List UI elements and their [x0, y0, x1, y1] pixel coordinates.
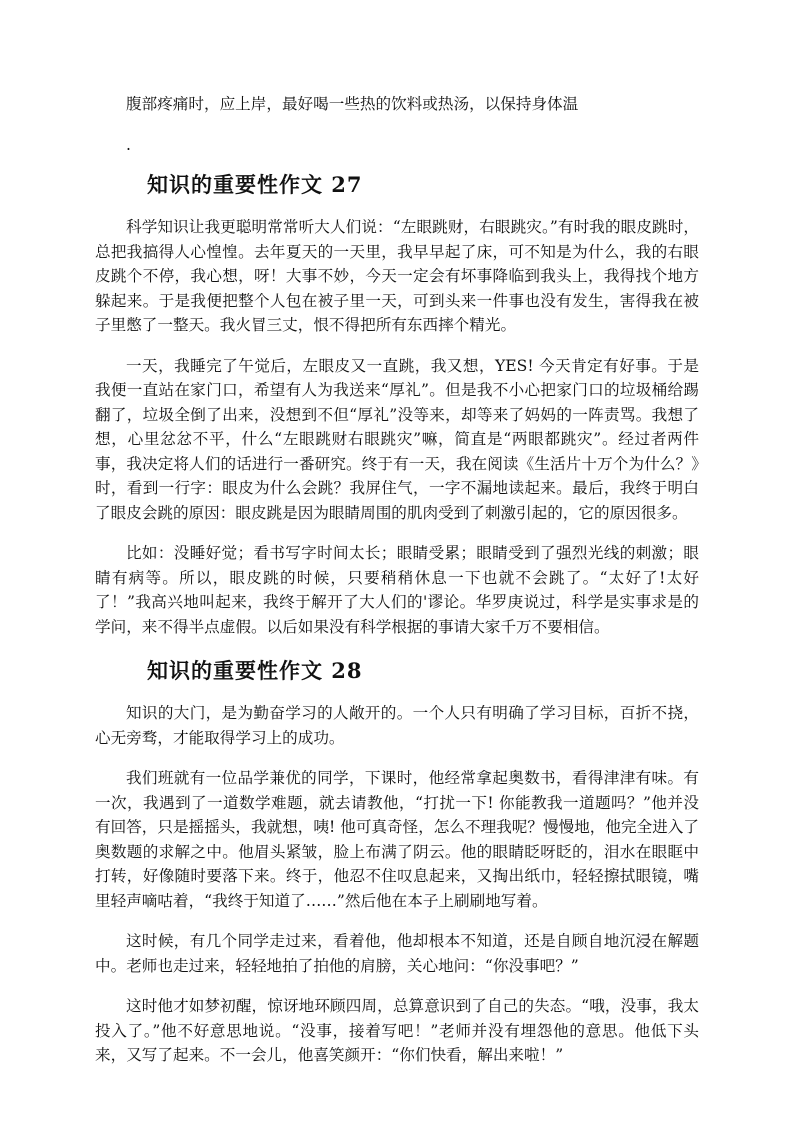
intro-paragraph: 腹部疼痛时，应上岸，最好喝一些热的饮料或热汤，以保持身体温	[126, 95, 579, 113]
paragraph: 这时他才如梦初醒，惊讶地环顾四周，总算意识到了自己的失态。“哦，没事，我太投入了。”他不好意思地说。“没事，接着写吧！”老师并没有埋怨他的意思。他低下头来，又写了起来。不一会儿，他喜笑颜开：“你们快看，解出来啦！”	[95, 997, 699, 1064]
section-heading-27: 知识的重要性作文 27	[147, 172, 363, 197]
paragraph: 我们班就有一位品学兼优的同学，下课时，他经常拿起奥数书，看得津津有味。有一次，我遇到了一道数学难题，就去请教他，“打扰一下! 你能教我一道题吗？”他并没有回答，只是摇摇头，我就想，咦! 他可真奇怪，怎么不理我呢？慢慢地，他完全进入了奥数题的求解之中。他眉头紧皱，脸上布满了阴云。他的眼睛眨呀眨的，泪水在眼眶中打转，好像随时要落下来。终于，他忍不住叹息起来，又掏出纸巾，轻轻擦拭眼镜，嘴里轻声嘀咕着，“我终于知道了……”然后他在本子上刷刷地写着。	[95, 769, 699, 910]
paragraph: 这时候，有几个同学走过来，看着他，他却根本不知道，还是自顾自地沉浸在解题中。老师也走过来，轻轻地拍了拍他的肩膀，关心地问：“你没事吧？”	[95, 932, 699, 975]
paragraph: 科学知识让我更聪明常常听大人们说：“左眼跳财，右眼跳灾。”有时我的眼皮跳时，总把我搞得人心惶惶。去年夏天的一天里，我早早起了床，可不知是为什么，我的右眼皮跳个不停，我心想，呀！大事不妙，今天一定会有坏事降临到我头上，我得找个地方躲起来。于是我便把整个人包在被子里一天，可到头来一件事也没有发生，害得我在被子里憋了一整天。我火冒三丈，恨不得把所有东西摔个精光。	[95, 218, 699, 334]
paragraph: 一天，我睡完了午觉后，左眼皮又一直跳，我又想，YES! 今天肯定有好事。于是我便一直站在家门口，希望有人为我送来“厚礼”。但是我不小心把家门口的垃圾桶给踢翻了，垃圾全倒了出来，没想到不但“厚礼”没等来，却等来了妈妈的一阵责骂。我想了想，心里忿忿不平，什么“左眼跳财右眼跳灾”嘛，简直是“两眼都跳灾”。经过者两件事，我决定将人们的话进行一番研究。终于有一天，我在阅读《生活片十万个为什么？》时，看到一行字：眼皮为什么会跳？我屏住气，一字不漏地读起来。最后，我终于明白了眼皮会跳的原因：眼皮跳是因为眼睛周围的肌肉受到了刺激引起的，它的原因很多。	[95, 356, 699, 522]
section-heading-28: 知识的重要性作文 28	[147, 658, 363, 683]
paragraph: 比如：没睡好觉；看书写字时间太长；眼睛受累；眼睛受到了强烈光线的刺激；眼睛有病等。所以，眼皮跳的时候，只要稍稍休息一下也就不会跳了。“太好了!太好了！”我高兴地叫起来，我终于解开了大人们的'谬论。华罗庚说过，科学是实事求是的学问，来不得半点虚假。以后如果没有科学根据的事请大家千万不要相信。	[95, 544, 699, 636]
document-body	[95, 92, 699, 1084]
intro-fragment: .	[126, 135, 131, 154]
paragraph: 知识的大门，是为勤奋学习的人敞开的。一个人只有明确了学习目标，百折不挠，心无旁骛，才能取得学习上的成功。	[95, 704, 699, 747]
